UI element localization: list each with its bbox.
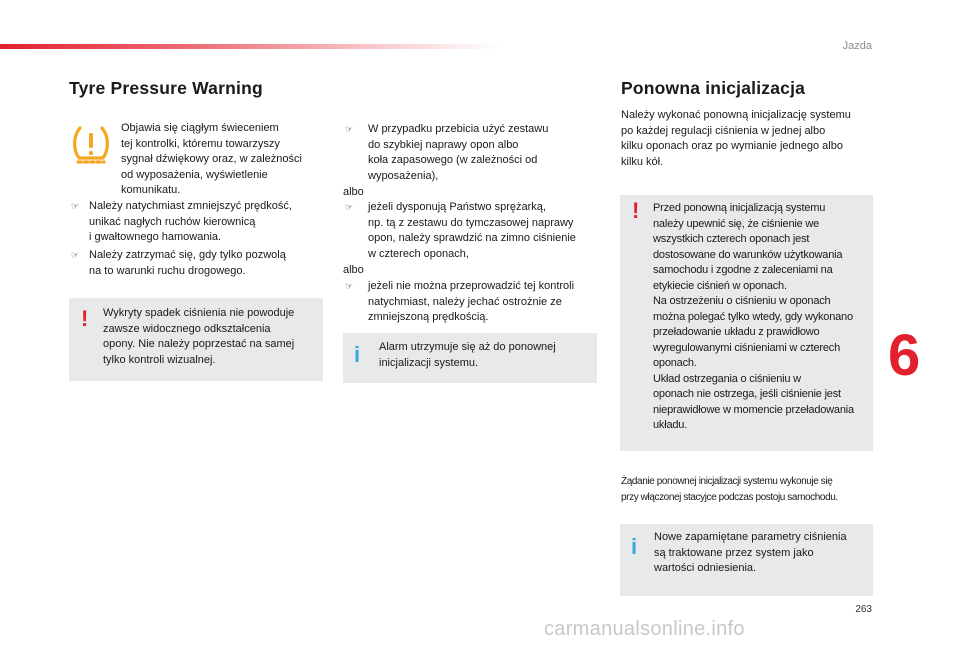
right-info-note: i Nowe zapamiętane parametry ciśnienia są traktowane przez system jako wartości odniesienia. bbox=[620, 524, 873, 596]
list-item: ☞ jeżeli nie można przeprowadzić tej kontroli natychmiast, należy jechać ostrożnie ze zmniejszoną prędkością. bbox=[345, 280, 575, 323]
left-warning-note: ! Wykryty spadek ciśnienia nie powoduje zawsze widocznego odkształcenia opony. Nie należy poprzestać na samej tylko kontroli wizualnej. bbox=[69, 298, 323, 381]
list-item: ☞ W przypadku przebicia użyć zestawu do szybkiej naprawy opon albo koła zapasowego (w zależności od wyposażenia), bbox=[345, 123, 549, 182]
tyre-pressure-warning-title: Tyre Pressure Warning bbox=[69, 78, 263, 98]
bullet-pointer-icon: ☞ bbox=[71, 201, 80, 211]
reinitialisation-request-text: Żądanie ponownej inicjalizacji systemu wykonuje się przy włączonej stacyjce podczas postoju samochodu. bbox=[621, 476, 838, 503]
or-label: albo bbox=[343, 186, 364, 198]
list-item: ☞ jeżeli dysponują Państwo sprężarką, np. tą z zestawu do tymczasowej naprawy opon, należy sprawdzić na zimno ciśnienie w czterech oponach, bbox=[345, 201, 576, 260]
chapter-number: 6 bbox=[888, 323, 921, 388]
header-accent-band bbox=[0, 44, 500, 49]
list-item: ☞ Należy zatrzymać się, gdy tylko pozwolą na to warunki ruchu drogowego. bbox=[71, 249, 286, 277]
left-intro: Objawia się ciągłym świeceniem tej kontrolki, któremu towarzyszy sygnał dźwiękowy oraz, w zależności od wyposażenia, wyświetlenie komunikatu. bbox=[121, 122, 302, 196]
page-number: 263 bbox=[855, 604, 872, 615]
exclamation-icon: ! bbox=[632, 198, 640, 223]
watermark: carmanualsonline.info bbox=[544, 618, 745, 640]
info-icon: i bbox=[631, 534, 638, 559]
right-intro: Należy wykonać ponowną inicjalizację systemu po każdej regulacji ciśnienia w jednej albo kilku oponach oraz po wymianie jednego albo kilku kół. bbox=[621, 109, 851, 168]
list-item: ☞ Należy natychmiast zmniejszyć prędkość, unikać nagłych ruchów kierownicą i gwałtownego hamowania. bbox=[71, 200, 292, 243]
info-icon: i bbox=[354, 342, 361, 367]
right-warning-note: ! Przed ponowną inicjalizacją systemu należy upewnić się, że ciśnienie we wszystkich czterech oponach jest dostosowane do warunków użytkowania samochodu i zgodne z zaleceniami na etykiecie ciśnień w oponach. Na ostrzeżeniu o ciśnieniu w oponach można polegać tylko wtedy, gdy wykonano przeładowanie układu z prawidłowo wyregulowanymi ciśnieniami w czterech oponach. Układ ostrzegania o ciśnieniu w oponach nie ostrzega, jeśli ciśnienie jest nieprawidłowe w momencie przeładowania układu. bbox=[620, 195, 873, 451]
section-label: Jazda bbox=[842, 40, 872, 52]
middle-info-note: i Alarm utrzymuje się aż do ponownej inicjalizacji systemu. bbox=[343, 333, 597, 383]
reinitialisation-title: Ponowna inicjalizacja bbox=[621, 78, 806, 98]
bullet-pointer-icon: ☞ bbox=[345, 202, 354, 212]
tyre-pressure-warning-icon bbox=[71, 124, 111, 166]
bullet-pointer-icon: ☞ bbox=[345, 124, 354, 134]
bullet-pointer-icon: ☞ bbox=[71, 250, 80, 260]
exclamation-icon: ! bbox=[81, 306, 89, 331]
or-label: albo bbox=[343, 264, 364, 276]
bullet-pointer-icon: ☞ bbox=[345, 281, 354, 291]
